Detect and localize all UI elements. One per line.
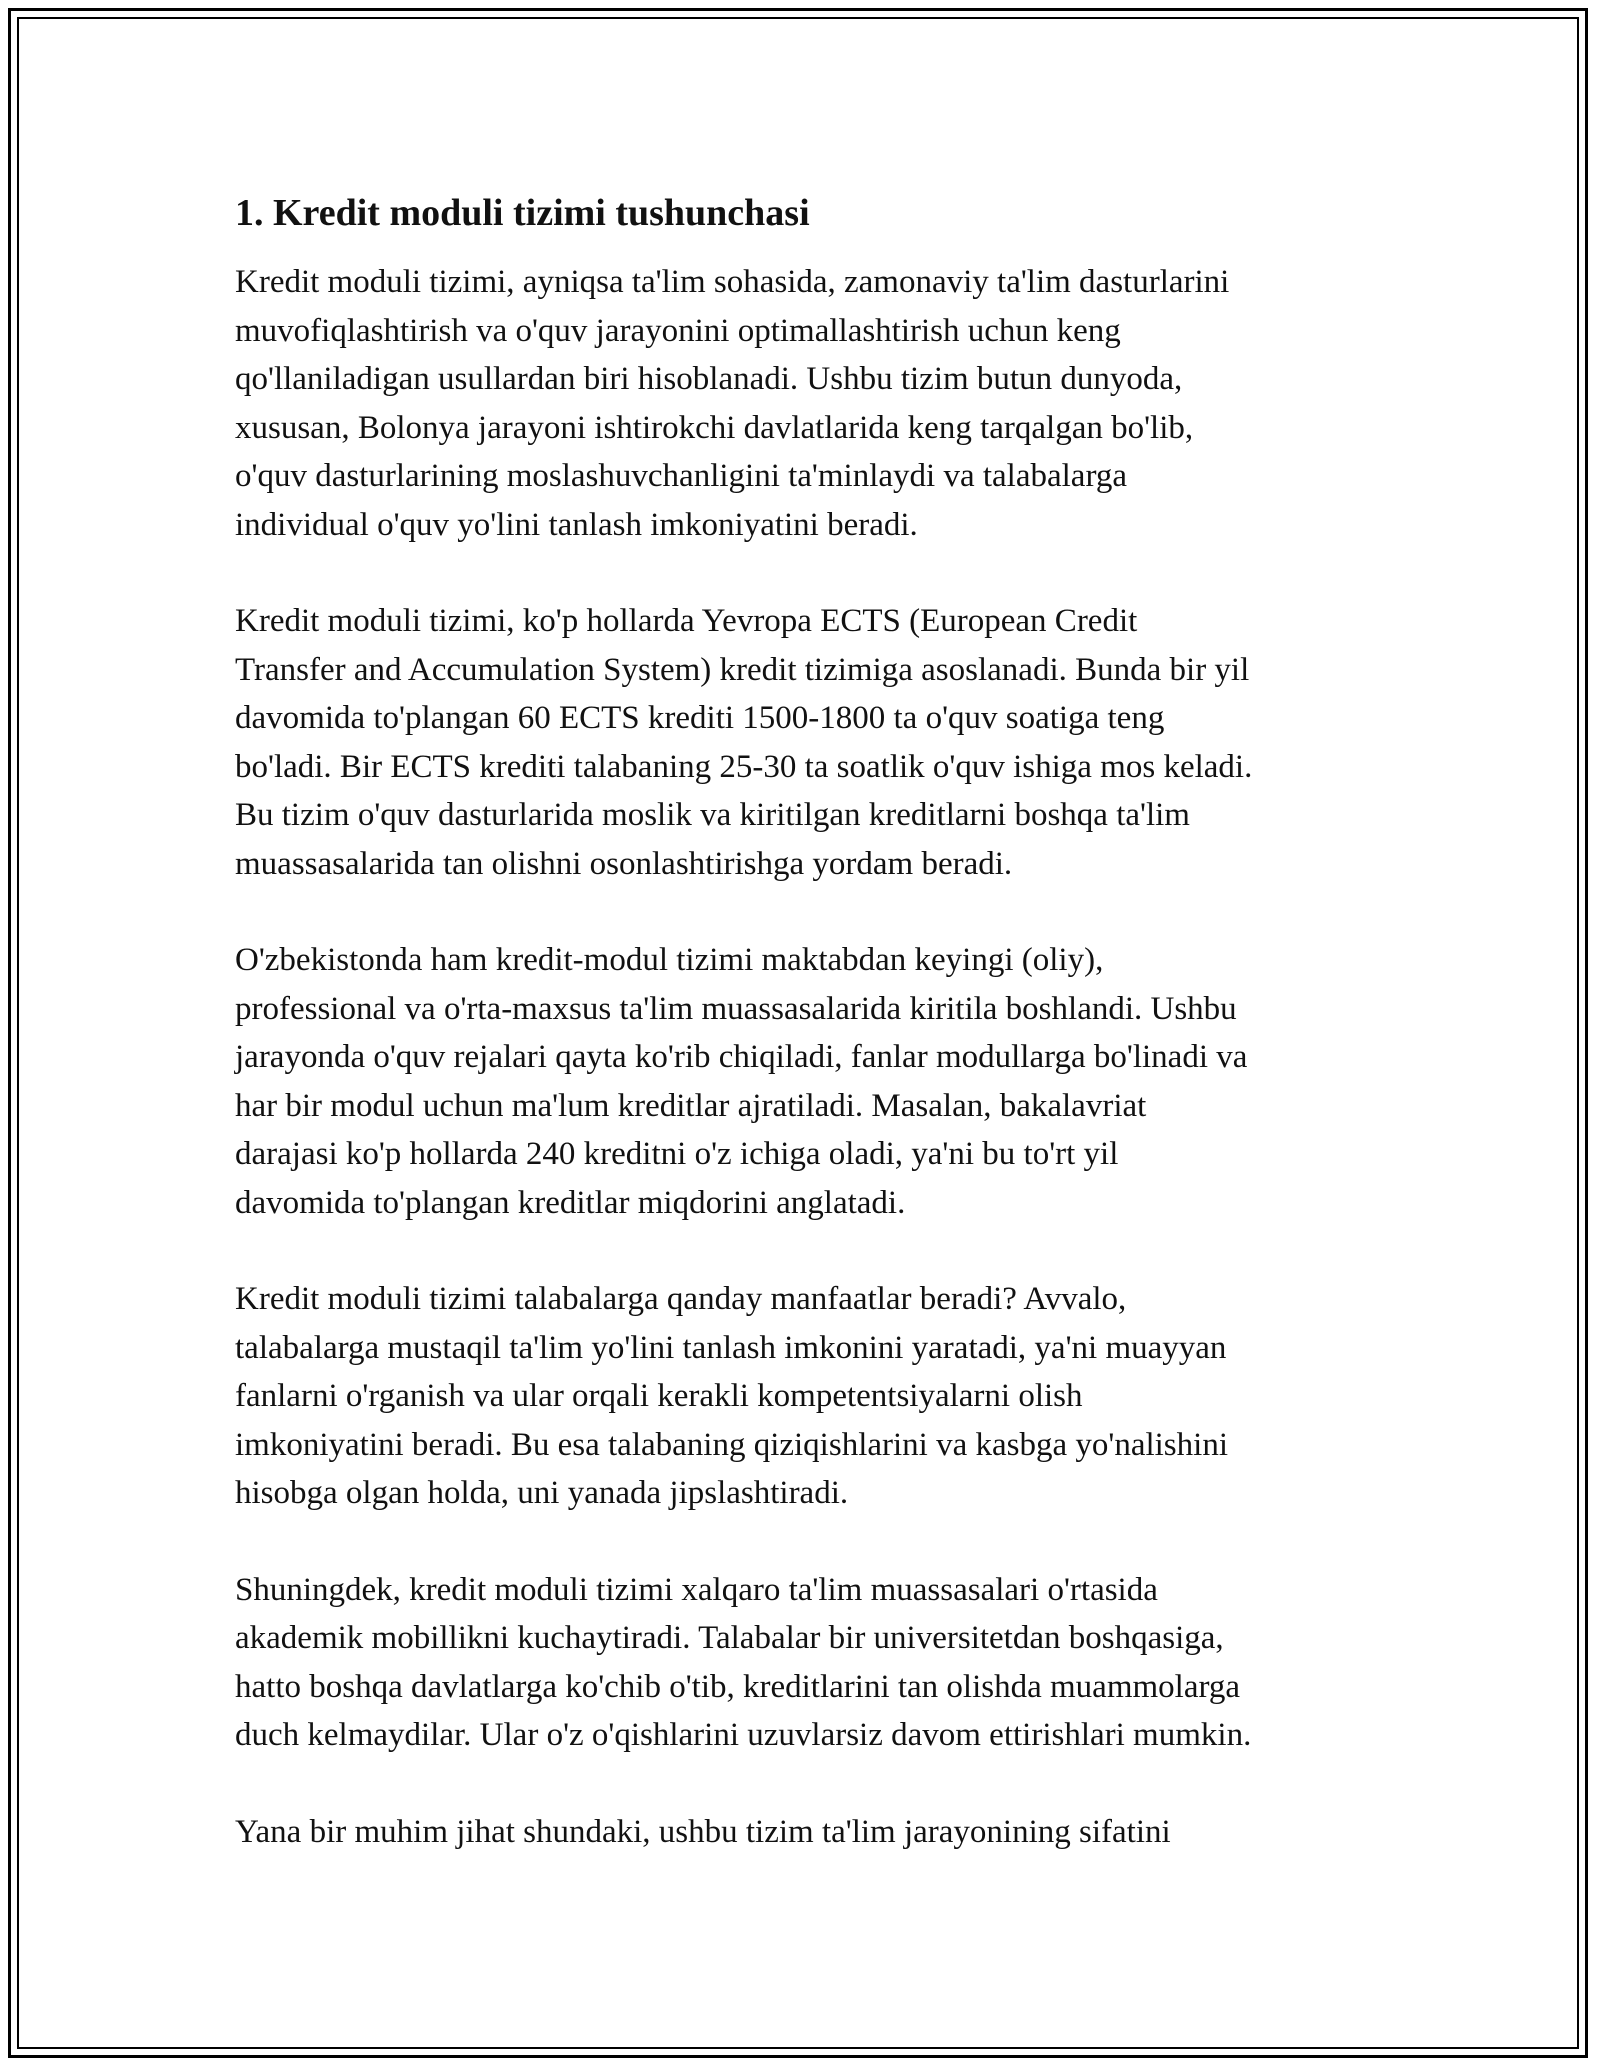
paragraph-uzbekistan: O'zbekistonda ham kredit-modul tizimi maktabdan keyingi (oliy), professional va o'rta-maxsus ta'lim muassasalarida kiritila boshlandi. Ushbu jarayonda o'quv rejalari qayta ko'rib chiqiladi, fanlar modullarga bo'linadi va har bir modul uchun ma'lum kreditlar ajratiladi. Masalan, bakalavriat darajasi ko'p hollarda 240 kreditni o'z ichiga oladi, ya'ni bu to'rt yil davomida to'plangan kreditlar miqdorini anglatadi. [235,942,1248,1221]
paragraph-ects: Kredit moduli tizimi, ko'p hollarda Yevropa ECTS (European Credit Transfer and Accumulation System) kredit tizimiga asoslanadi. Bunda bir yil davomida to'plangan 60 ECTS krediti 1500-1800 ta o'quv soatiga teng bo'ladi. Bir ECTS krediti talabaning 25-30 ta soatlik o'quv ishiga mos keladi. Bu tizim o'quv dasturlarida moslik va kiritilgan kreditlarni boshqa ta'lim muassasalarida tan olishni osonlashtirishga yordam beradi. [235,603,1253,882]
section-heading: 1. Kredit moduli tizimi tushunchasi [235,192,810,234]
paragraph-intro: Kredit moduli tizimi, ayniqsa ta'lim sohasida, zamonaviy ta'lim dasturlarini muvofiqlashtirish va o'quv jarayonini optimallashtirish uchun keng qo'llaniladigan usullardan biri hisoblanadi. Ushbu tizim butun dunyoda, xususan, Bolonya jarayoni ishtirokchi davlatlarida keng tarqalgan bo'lib, o'quv dasturlarining moslashuvchanligini ta'minlaydi va talabalarga individual o'quv yo'lini tanlash imkoniyatini beradi. [235,264,1230,543]
document-body [235,186,1375,1904]
paragraph-quality: Yana bir muhim jihat shundaki, ushbu tizim ta'lim jarayonining sifatini [235,1813,1171,1850]
paragraph-mobility: Shuningdek, kredit moduli tizimi xalqaro ta'lim muassasalari o'rtasida akademik mobillikni kuchaytiradi. Talabalar bir universitetdan boshqasiga, hatto boshqa davlatlarga ko'chib o'tib, kreditlarini tan olishda muammolarga duch kelmaydilar. Ular o'z o'qishlarini uzuvlarsiz davom ettirishlari mumkin. [235,1571,1252,1753]
paragraph-benefits: Kredit moduli tizimi talabalarga qanday manfaatlar beradi? Avvalo, talabalarga mustaqil ta'lim yo'lini tanlash imkonini yaratadi, ya'ni muayyan fanlarni o'rganish va ular orqali kerakli kompetentsiyalarni olish imkoniyatini beradi. Bu esa talabaning qiziqishlarini va kasbga yo'nalishini hisobga olgan holda, uni yanada jipslashtiradi. [235,1281,1228,1511]
